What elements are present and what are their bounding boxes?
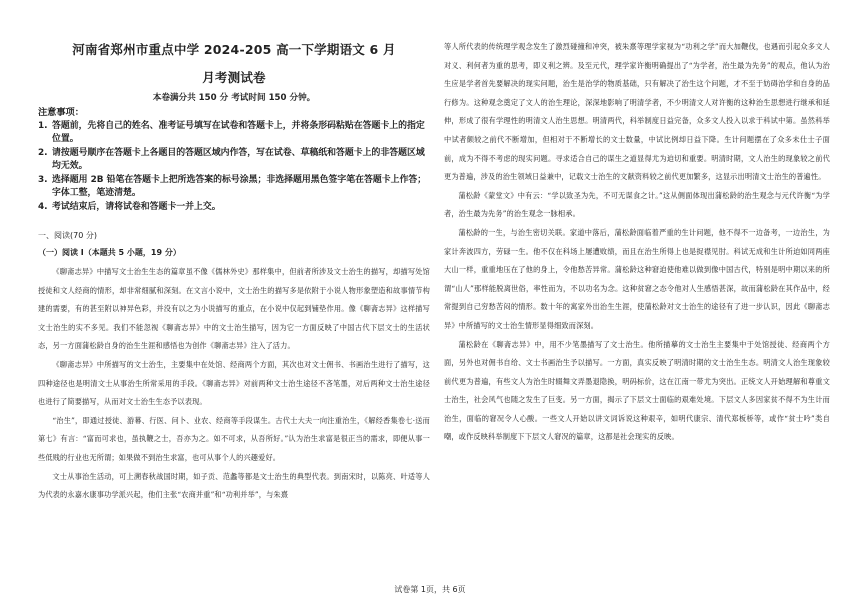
notice-item	[38, 174, 430, 200]
notice-number: 1.	[38, 121, 48, 131]
notice-list	[38, 120, 430, 214]
notice-heading: 注意事项：	[38, 107, 84, 118]
passage-paragraph: 等人所代表的传统理学观念发生了激烈碰撞和冲突，被朱熹等理学家视为“功利之学”而大加鞭伐，也遇而引起众多文人对义、利何者为重的思考，即义利之辨。及至元代，理学家许衡明确提出了“为学者，治生最为先务”的观点，他认为治生应是学者首先要解决的现实问题，治生是治学的物质基础，只有解决了治生这个问题，才不至于妨碍治学和自身的品行修为。这种观念奠定了文人的治生理论，深深地影响了明清学者，不少明清文人对许衡的这种治生思想进行继承和延伸，形成了很有学理性的明清文人治生思想。明清两代，科举制度日益完备，众多文人投入以求于科试中第。虽然科举中试者颇较之前代不断增加，但相对于不断增长的文士数量，中试比例却日益下降。生计问题摆在了众多未仕士子面前，成为不得不考虑的现实问题。寻求适合自己的谋生之道显得尤为迫切和重要。明清时期，文人治生的现象较之前代更为普遍，涉及的治生领域日益兼中，记载文士治生的文献资料较之前代更加繁多，这显示出明清文士治生的普遍性。	[444, 42, 830, 182]
left-column	[38, 38, 430, 505]
subsection-heading: （一）阅读 I（本题共 5 小题，19 分）	[38, 248, 181, 257]
right-column	[444, 38, 830, 447]
page-footer: 试卷第 1页，共 6页	[394, 585, 466, 594]
notice-number: 2.	[38, 148, 48, 158]
passage-paragraph: 蒲松龄的一生，与治生密切关联。家道中落后，蒲松龄面临着严重的生计问题，他不得不一边备考，一边治生，为家计奔波四方，劳碌一生。他不仅在科场上屡遭败绩，而且在治生所得上也是捉襟见肘。科试无成和生计所迫如同两座大山一样，重重地压在了他的身上，令他愁苦异常。蒲松龄这种窘迫使他难以做到像中国古代，特别是明中期以来的所谓“山人”那样能脱离世俗，率性而为，不以功名为念。这种贫窘之态令他对人生感悟甚深，故而蒲松龄在其作品中，经常提到自己穷愁苦闷的情形。数十年的寓家外出治生生涯，使蒲松龄对文士治生的途径有了进一步认识，因此《聊斋志异》中所描写的文士治生情形显得细致而深刻。	[444, 227, 830, 330]
notice-text: 考试结束后，请将试卷和答题卡一并上交。	[52, 202, 221, 212]
notice-item	[38, 120, 430, 146]
notice-text: 请按题号顺序在答题卡上各题目的答题区域内作答，写在试卷、草稿纸和答题卡上的非答题区域均无效。	[52, 148, 425, 171]
notice-text: 答题前，先将自己的姓名、准考证号填写在试卷和答题卡上，并将条形码粘贴在答题卡上的指定位置。	[52, 121, 425, 144]
passage-paragraph: 蒲松龄在《聊斋志异》中，用不少笔墨描写了文士治生。他所描摹的文士治生主要集中于处馆授徒、经商两个方面，另外也对佣书自给、文士书画治生予以描写。一方面，真实反映了明清时期的文士治生生态。明清文人治生现象较前代更为普遍，有些文人为治生时辍舞文弄墨退隐换，明码标价，这在江南一带尤为突出。正统文人开始理解和尊重文士治生，社会风气也随之发生了巨变。另一方面，揭示了下层文士面临的艰难处境。下层文人多因家贫不得不为生计而治生，面临的窘况令人心酸。一些文人开始以讲文词诉说这种艰辛，如明代康宗、清代郑板桥等，或作“贫士吟”类自嘲，或作反映科举制度下下层文人窘况的篇章，这都是社会现实的反映。	[444, 339, 830, 442]
exam-meta: 本卷满分共 150 分 考试时间 150 分钟。	[152, 93, 316, 103]
page-title-line2: 月考测试卷	[202, 70, 266, 85]
notice-item	[38, 147, 430, 173]
passage-paragraph: 蒲松龄《蒙堂文》中有云：“学以致圣为先，不可无谋食之计。”这从侧面体现出蒲松龄的治生观念与元代许衡“为学者，治生最为先务”的治生观念一脉相承。	[444, 190, 830, 219]
section-heading: 一、阅读(70 分)	[38, 231, 97, 240]
notice-text: 选择题用 2B 铅笔在答题卡上把所选答案的标号涂黑；非选择题用黑色签字笔在答题卡上作答；字体工整，笔迹清楚。	[52, 175, 427, 198]
passage-paragraph: 《聊斋志异》中所描写的文士治生，主要集中在处馆、经商两个方面，其次也对文士佣书、书画治生进行了描写，这四种途径也是明清文士从事治生所常采用的手段。《聊斋志异》对前两种文士治生途径不吝笔墨，对后两种文士治生途径也进行了简要描写，从而对文士治生生态予以表现。	[38, 359, 430, 407]
notice-number: 4.	[38, 202, 48, 212]
page-title-line1: 河南省郑州市重点中学 2024-205 高一下学期语文 6 月	[72, 42, 396, 57]
notice-number: 3.	[38, 175, 48, 185]
notice-item	[38, 201, 430, 214]
passage-paragraph: “治生”，即通过授徒、游幕、行医、问卜、业农、经商等手段谋生。古代士大夫一向注重治生，《解经香集卷七·送而第七》有言：“富而可求也，虽执鞭之士，吾亦为之。如不可求，从吾所好。”认为治生求富是很正当的需求，即便从事一些低贱的行业也无所谓；如果做不到治生求富，也可从事个人的兴趣爱好。	[38, 415, 430, 462]
passage-paragraph: 文士从事治生活动，可上溯春秋战国时期，如子贡、范蠡等都是文士治生的典型代表。到南宋时，以陈亮、叶适等人为代表的永嘉水康事功学派兴起，他们主张“农商并重”和“功利并举”，与朱熹	[38, 471, 430, 500]
passage-paragraph: 《聊斋志异》中描写文士治生生态的篇章虽不像《儒林外史》那样集中，但前者所涉及文士治生的描写，却描写处馆授徒和文人经商的情形，却非常细腻和深刻。在文言小说中，文士治生的描写多是依附于小说人物形象塑造和故事情节构建的需要，有的甚至附以神异色彩，并没有以之为小说描写的重点，在小说中仅起到铺垫作用。像《聊斋志异》这样描写文士治生的实不多见。我们不能忽视《聊斋志异》中的文士治生描写，因为它一方面反映了中国古代下层文士的生活状态，另一方面蒲松龄自身的治生生涯和感悟也为创作《聊斋志异》注入了活力。	[38, 267, 430, 351]
